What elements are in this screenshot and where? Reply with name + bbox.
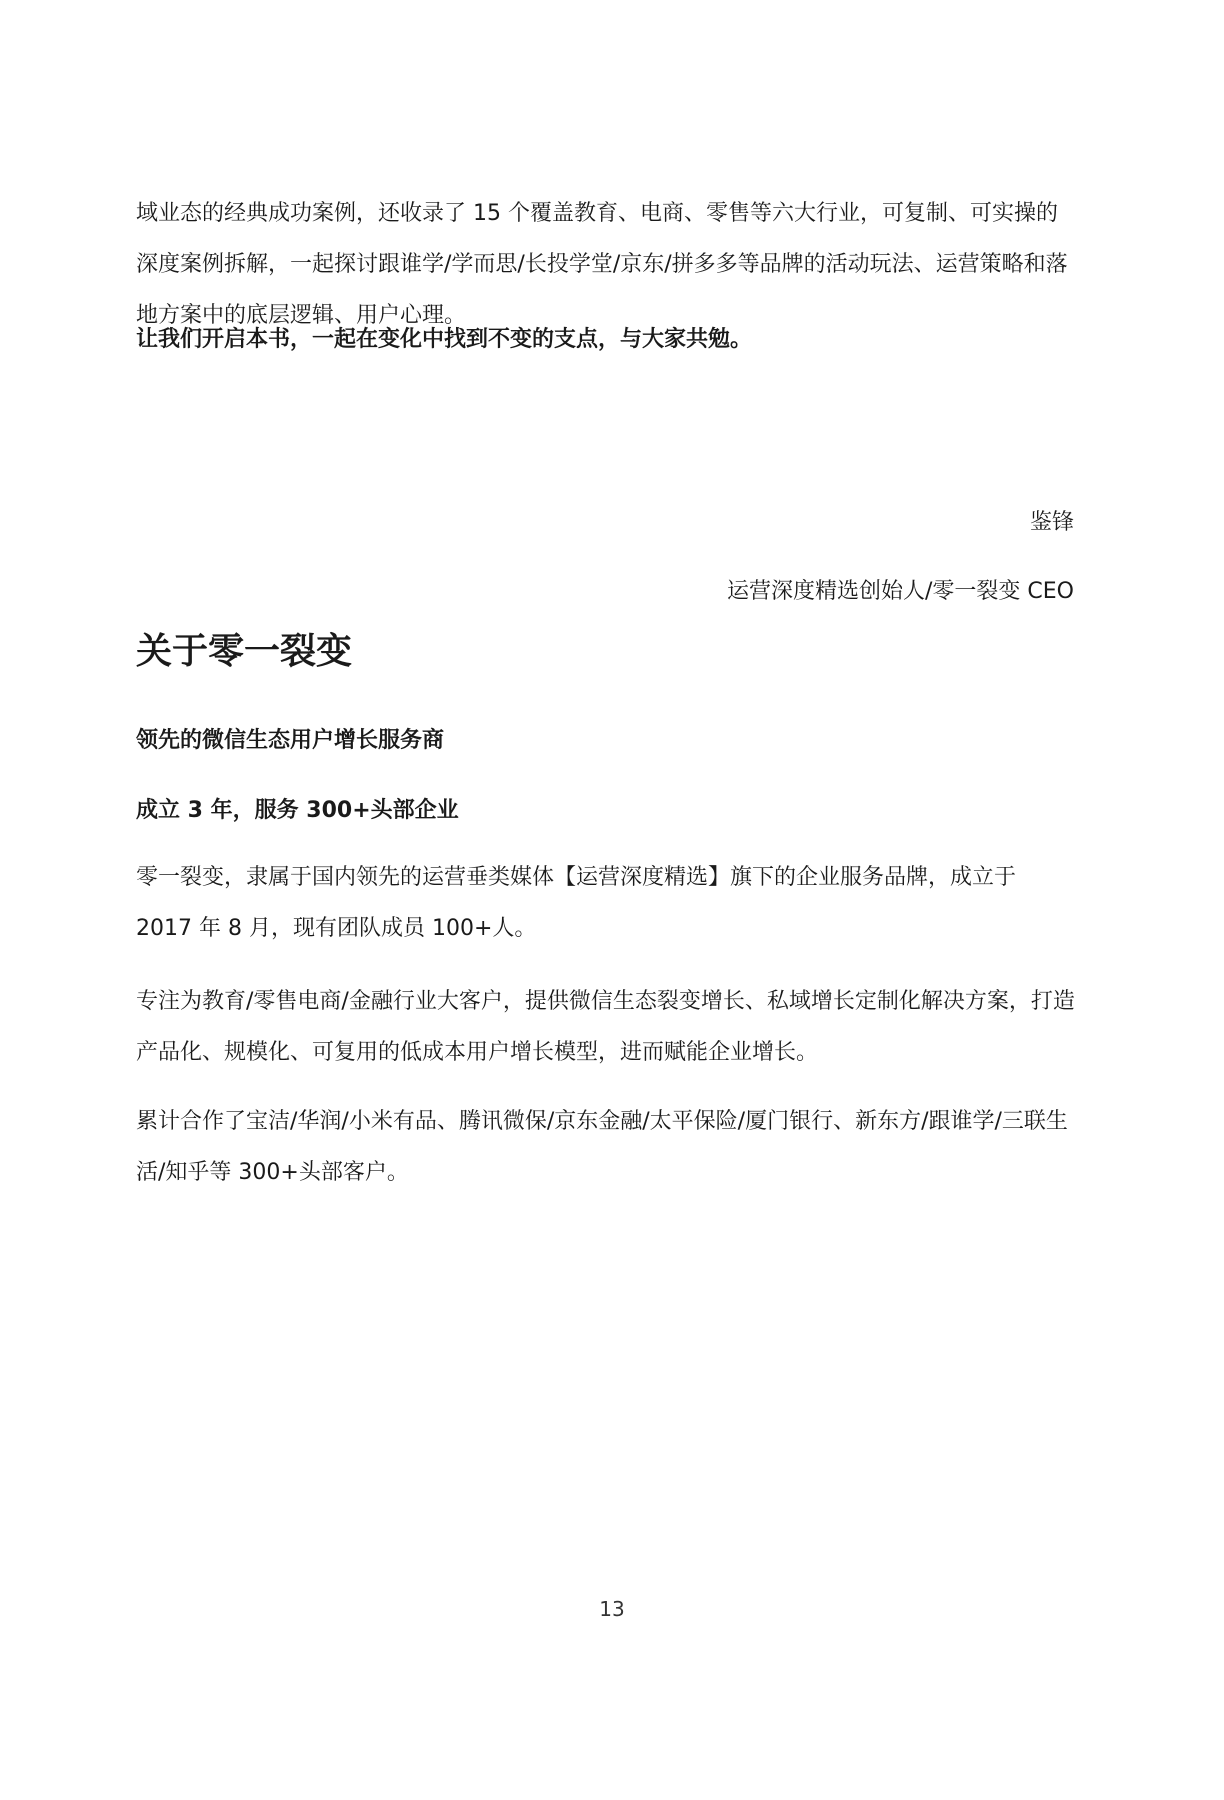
closing-statement: 让我们开启本书，一起在变化中找到不变的支点，与大家共勉。	[136, 327, 753, 352]
section-tagline: 领先的微信生态用户增长服务商	[136, 728, 445, 753]
about-paragraph: 零一裂变，隶属于国内领先的运营垂类媒体【运营深度精选】旗下的企业服务品牌，成立于 2017 年 8 月，现有团队成员 100+人。	[136, 865, 1017, 941]
section-heading: 关于零一裂变	[136, 631, 353, 672]
signature-title: 运营深度精选创始人/零一裂变 CEO	[727, 579, 1074, 604]
signature-name: 鉴锋	[1029, 510, 1074, 535]
about-paragraph: 累计合作了宝洁/华润/小米有品、腾讯微保/京东金融/太平保险/厦门银行、新东方/跟谁学/三联生活/知乎等 300+头部客户。	[136, 1109, 1068, 1185]
founded-line: 成立 3 年，服务 300+头部企业	[136, 798, 459, 823]
page-number: 13	[599, 1597, 625, 1621]
about-paragraph: 专注为教育/零售电商/金融行业大客户，提供微信生态裂变增长、私域增长定制化解决方案，打造产品化、规模化、可复用的低成本用户增长模型，进而赋能企业增长。	[136, 989, 1075, 1065]
intro-paragraph: 域业态的经典成功案例，还收录了 15 个覆盖教育、电商、零售等六大行业，可复制、可实操的深度案例拆解，一起探讨跟谁学/学而思/长投学堂/京东/拼多多等品牌的活动玩法、运营策略和落地方案中的底层逻辑、用户心理。	[136, 201, 1068, 328]
